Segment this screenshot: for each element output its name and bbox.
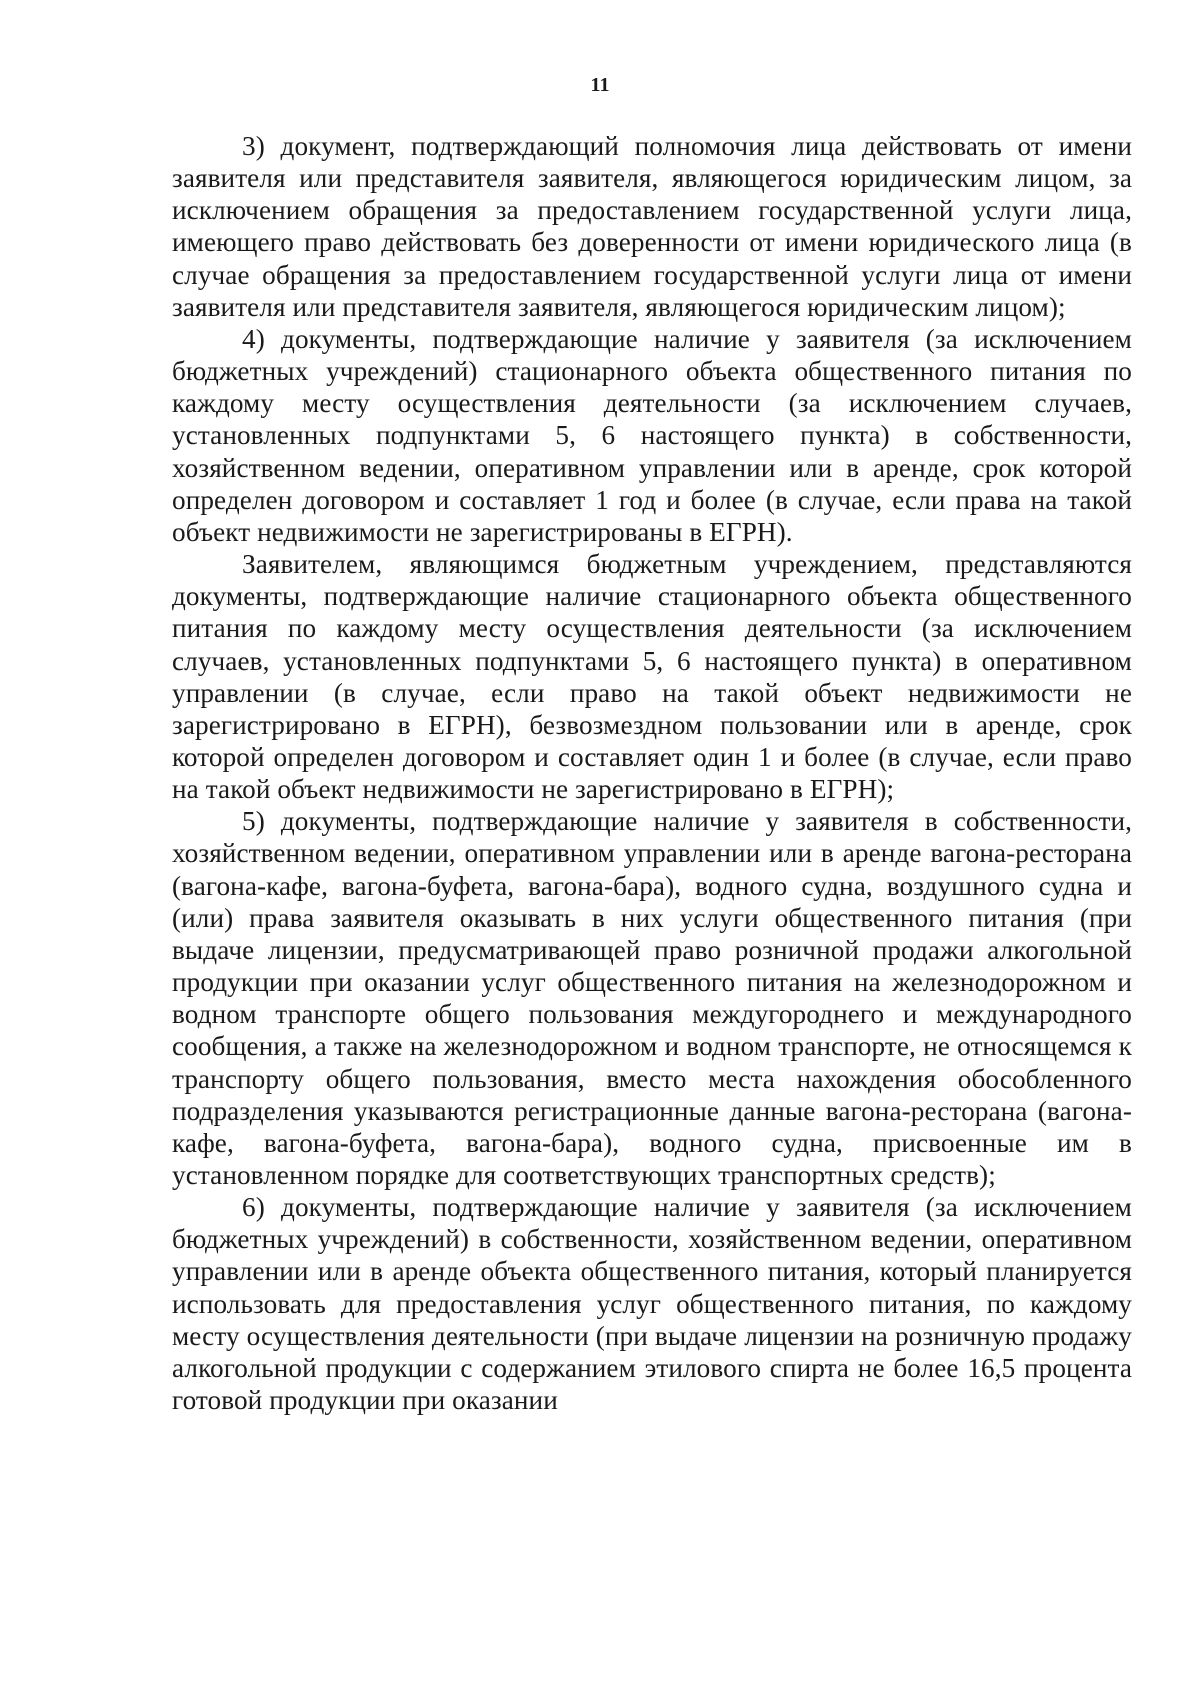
- paragraph-item-6: 6) документы, подтверждающие наличие у заявителя (за исключением бюджетных учреждений) в собственности, хозяйственном ведении, оперативном управлении или в аренде объекта общественного питания, который планируется использовать для предоставления услуг общественного питания, по каждому месту осуществления деятельности (при выдаче лицензии на розничную продажу алкогольной продукции с содержанием этилового спирта не более 16,5 процента готовой продукции при оказании: [172, 1192, 1132, 1416]
- paragraph-item-4: 4) документы, подтверждающие наличие у заявителя (за исключением бюджетных учреждений) стационарного объекта общественного питания по каждому месту осуществления деятельности (за исключением случаев, установленных подпунктами 5, 6 настоящего пункта) в собственности, хозяйственном ведении, оперативном управлении или в аренде, срок которой определен договором и составляет 1 год и более (в случае, если права на такой объект недвижимости не зарегистрированы в ЕГРН).: [172, 323, 1132, 547]
- page-number: 11: [590, 74, 610, 96]
- paragraph-item-5: 5) документы, подтверждающие наличие у заявителя в собственности, хозяйственном ведении, оперативном управлении или в аренде вагона-ресторана (вагона-кафе, вагона-буфета, вагона-бара), водного судна, воздушного судна и (или) права заявителя оказывать в них услуги общественного питания (при выдаче лицензии, предусматривающей право розничной продажи алкогольной продукции при оказании услуг общественного питания на железнодорожном и водном транспорте общего пользования междугороднего и международного сообщения, а также на железнодорожном и водном транспорте, не относящемся к транспорту общего пользования, вместо места нахождения обособленного подразделения указываются регистрационные данные вагона-ресторана (вагона-кафе, вагона-буфета, вагона-бара), водного судна, присвоенные им в установленном порядке для соответствующих транспортных средств);: [172, 806, 1132, 1190]
- body-text: [172, 130, 1132, 1416]
- paragraph-budget-institutions: Заявителем, являющимся бюджетным учреждением, представляются документы, подтверждающие наличие стационарного объекта общественного питания по каждому месту осуществления деятельности (за исключением случаев, установленных подпунктами 5, 6 настоящего пункта) в оперативном управлении (в случае, если право на такой объект недвижимости не зарегистрировано в ЕГРН), безвозмездном пользовании или в аренде, срок которой определен договором и составляет один 1 и более (в случае, если право на такой объект недвижимости не зарегистрировано в ЕГРН);: [172, 549, 1132, 805]
- paragraph-item-3: 3) документ, подтверждающий полномочия лица действовать от имени заявителя или представителя заявителя, являющегося юридическим лицом, за исключением обращения за предоставлением государственной услуги лица, имеющего право действовать без доверенности от имени юридического лица (в случае обращения за предоставлением государственной услуги лица от имени заявителя или представителя заявителя, являющегося юридическим лицом);: [172, 131, 1132, 322]
